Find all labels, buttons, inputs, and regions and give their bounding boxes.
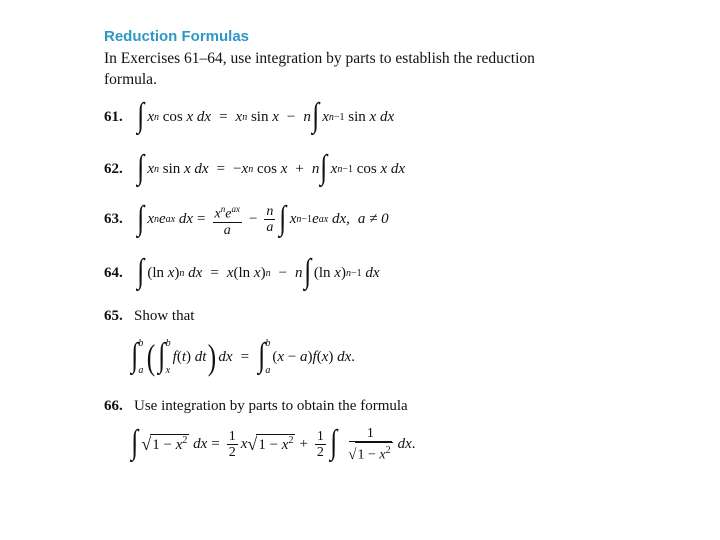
exercise-number: 62. [104,160,123,177]
condition: a ≠ 0 [357,211,389,228]
exercise-number: 63. [104,211,123,228]
exercise-66 [104,398,408,415]
exercise-61 [104,97,395,134]
exercise-number: 66. [104,398,123,414]
exercise-62 [104,149,406,186]
formula-62: ∫ x n sin x dx = − x n cos x + n ∫ x n −1 cos x dx [137,149,406,186]
exercise-number: 65. [104,308,123,324]
formula-65: ∫ b a ( ∫ b x f ( t ) dt ) dx = ∫ b a ( x − a ) f ( x ) dx . [131,337,356,377]
section-heading: Reduction Formulas [104,28,250,45]
exercise-text: Show that [134,308,195,324]
exercise-63 [104,199,389,238]
exercise-number: 64. [104,264,123,281]
exercise-64 [104,253,380,290]
exercise-number: 61. [104,108,123,125]
exercise-65 [104,308,194,325]
formula-64: ∫ (ln x ) n dx = x (ln x ) n − n ∫ (ln x ) n −1 dx [137,253,380,290]
intro-paragraph: In Exercises 61–64, use integration by parts to establish the reduction formula. [104,50,535,88]
exercise-text: Use integration by parts to obtain the formula [134,398,408,414]
formula-63: ∫ x n e ax dx = $\frac{x^ne^{ax}}{a}$ − $\frac{n}{a}$ ∫ x n −1 e ax dx , a ≠ 0 [137,199,389,238]
formula-66: ∫ √ $1 - x^2$ dx = $\frac{1}{2}$ x √ $1 - x^2$ + $\frac{1}{2}$ ∫ $\frac{1}{√1 - x^2}$ dx . [131,424,416,463]
formula-61: ∫ x n cos x dx = x n sin x − n ∫ x n −1 sin x dx [137,97,395,134]
